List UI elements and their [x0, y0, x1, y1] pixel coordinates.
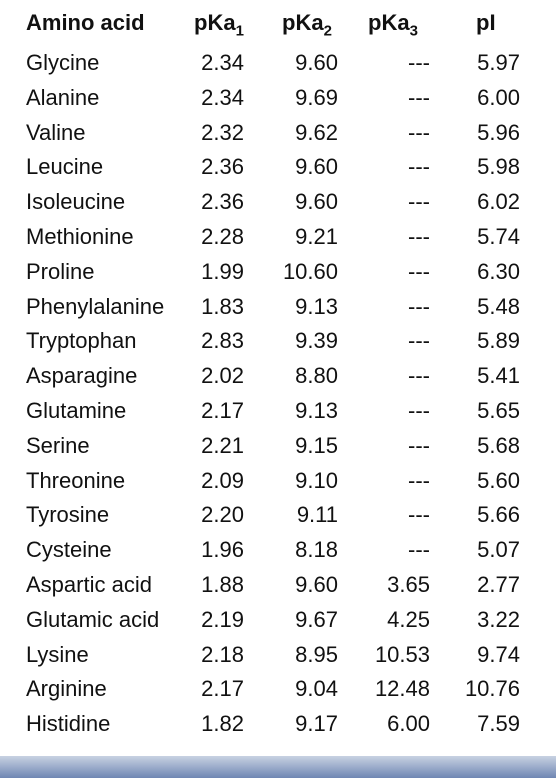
header-pka2-sub: 2 [323, 22, 332, 40]
cell-pka1: 2.17 [201, 397, 244, 423]
table-row [0, 359, 556, 394]
table-row [0, 568, 556, 603]
cell-pka2: 9.60 [295, 154, 338, 180]
cell-pi: 5.68 [477, 432, 520, 458]
header-pka3-sub: 3 [409, 22, 418, 40]
cell-pka3: --- [408, 397, 430, 423]
cell-pka1: 2.32 [201, 119, 244, 145]
header-pka1-text: pKa [194, 10, 236, 35]
cell-pka2: 10.60 [282, 258, 338, 284]
table-row [0, 220, 556, 255]
cell-pka3: --- [408, 119, 430, 145]
table-row [0, 533, 556, 568]
cell-amino-acid: Arginine [26, 676, 107, 702]
table-row [0, 394, 556, 429]
cell-pi: 7.59 [477, 711, 520, 737]
table-row [0, 464, 556, 499]
cell-amino-acid: Threonine [26, 467, 126, 493]
table-row [0, 429, 556, 464]
table-header-row [0, 0, 556, 46]
cell-pi: 5.96 [477, 119, 520, 145]
cell-amino-acid: Serine [26, 432, 90, 458]
table-row [0, 324, 556, 359]
table-row [0, 150, 556, 185]
cell-pka2: 8.95 [295, 641, 338, 667]
cell-amino-acid: Glycine [26, 50, 100, 75]
cell-pka1: 1.99 [201, 258, 244, 284]
cell-pka2: 9.62 [295, 119, 338, 145]
cell-amino-acid: Histidine [26, 711, 111, 737]
cell-pka3: --- [408, 467, 430, 493]
cell-pka1: 1.88 [201, 571, 244, 597]
cell-pka3: --- [408, 50, 430, 75]
table-row [0, 498, 556, 533]
header-pka3-text: pKa [368, 10, 410, 35]
cell-pi: 10.76 [464, 676, 520, 702]
table-row [0, 672, 556, 707]
cell-pka1: 2.17 [201, 676, 244, 702]
cell-pka1: 2.18 [201, 641, 244, 667]
cell-pka2: 8.18 [295, 537, 338, 563]
cell-pka3: 4.25 [387, 606, 430, 632]
cell-pka1: 2.83 [201, 328, 244, 354]
cell-amino-acid: Phenylalanine [26, 293, 165, 319]
table-row [0, 81, 556, 116]
cell-pka2: 9.60 [295, 50, 338, 75]
cell-amino-acid: Leucine [26, 154, 104, 180]
cell-pka2: 9.60 [295, 571, 338, 597]
cell-pka2: 9.17 [295, 711, 338, 737]
table-row [0, 116, 556, 151]
cell-pi: 5.66 [477, 502, 520, 528]
cell-pka2: 9.69 [295, 84, 338, 110]
cell-pka1: 2.19 [201, 606, 244, 632]
cell-pka3: --- [408, 537, 430, 563]
cell-pka1: 2.09 [201, 467, 244, 493]
cell-pka1: 2.28 [201, 223, 244, 249]
cell-pka3: --- [408, 189, 430, 215]
cell-pka1: 1.82 [201, 711, 244, 737]
cell-pka1: 2.34 [201, 84, 244, 110]
header-amino-acid: Amino acid [26, 10, 145, 35]
cell-amino-acid: Alanine [26, 84, 100, 110]
cell-pka2: 9.39 [295, 328, 338, 354]
header-pka1-sub: 1 [235, 22, 244, 40]
cell-amino-acid: Lysine [26, 641, 89, 667]
cell-pka3: 12.48 [374, 676, 430, 702]
cell-pka3: --- [408, 293, 430, 319]
cell-pka2: 9.15 [295, 432, 338, 458]
cell-pi: 6.30 [477, 258, 520, 284]
cell-pka1: 2.34 [201, 50, 244, 75]
table-row [0, 255, 556, 290]
cell-pi: 5.97 [477, 50, 520, 75]
cell-pka2: 9.10 [295, 467, 338, 493]
cell-pka1: 2.36 [201, 189, 244, 215]
cell-pi: 5.89 [477, 328, 520, 354]
cell-pka1: 2.02 [201, 363, 244, 389]
cell-amino-acid: Proline [26, 258, 95, 284]
cell-pka3: 6.00 [387, 711, 430, 737]
table-row [0, 603, 556, 638]
cell-pi: 9.74 [477, 641, 520, 667]
table-row [0, 638, 556, 673]
cell-pi: 3.22 [477, 606, 520, 632]
cell-amino-acid: Tyrosine [26, 502, 110, 528]
cell-pka1: 1.96 [201, 537, 244, 563]
cell-pka3: --- [408, 258, 430, 284]
header-pka2-text: pKa [282, 10, 324, 35]
cell-amino-acid: Glutamine [26, 397, 127, 423]
table-body [0, 46, 556, 742]
cell-pi: 5.07 [477, 537, 520, 563]
cell-pka1: 2.20 [201, 502, 244, 528]
header-pi: pI [476, 10, 496, 35]
cell-pka3: --- [408, 223, 430, 249]
cell-pka1: 2.36 [201, 154, 244, 180]
bottom-frame-bar [0, 756, 556, 778]
cell-pka2: 9.13 [295, 293, 338, 319]
cell-pi: 6.00 [477, 84, 520, 110]
cell-amino-acid: Aspartic acid [26, 571, 152, 597]
cell-pi: 5.48 [477, 293, 520, 319]
cell-amino-acid: Asparagine [26, 363, 138, 389]
cell-amino-acid: Glutamic acid [26, 606, 160, 632]
cell-pka3: --- [408, 363, 430, 389]
cell-pka2: 9.21 [295, 223, 338, 249]
cell-pi: 5.65 [477, 397, 520, 423]
cell-pi: 2.77 [477, 571, 520, 597]
cell-pi: 5.98 [477, 154, 520, 180]
cell-pka2: 8.80 [295, 363, 338, 389]
cell-amino-acid: Tryptophan [26, 328, 137, 354]
cell-amino-acid: Valine [26, 119, 86, 145]
table-row [0, 290, 556, 325]
cell-pka3: --- [408, 84, 430, 110]
cell-amino-acid: Cysteine [26, 537, 112, 563]
cell-pka2: 9.04 [295, 676, 338, 702]
cell-pi: 5.41 [477, 363, 520, 389]
cell-pka2: 9.67 [295, 606, 338, 632]
cell-pka3: --- [408, 502, 430, 528]
cell-pi: 5.60 [477, 467, 520, 493]
table-row [0, 707, 556, 742]
cell-pi: 5.74 [477, 223, 520, 249]
cell-pka1: 1.83 [201, 293, 244, 319]
cell-pi: 6.02 [477, 189, 520, 215]
cell-pka3: --- [408, 328, 430, 354]
cell-amino-acid: Isoleucine [26, 189, 126, 215]
cell-pka1: 2.21 [201, 432, 244, 458]
cell-pka3: --- [408, 154, 430, 180]
cell-pka2: 9.13 [295, 397, 338, 423]
cell-pka2: 9.60 [295, 189, 338, 215]
cell-pka3: 10.53 [374, 641, 430, 667]
cell-amino-acid: Methionine [26, 223, 134, 249]
table-row [0, 185, 556, 220]
cell-pka3: 3.65 [387, 571, 430, 597]
table-row [0, 46, 556, 81]
cell-pka2: 9.11 [296, 502, 338, 528]
cell-pka3: --- [408, 432, 430, 458]
